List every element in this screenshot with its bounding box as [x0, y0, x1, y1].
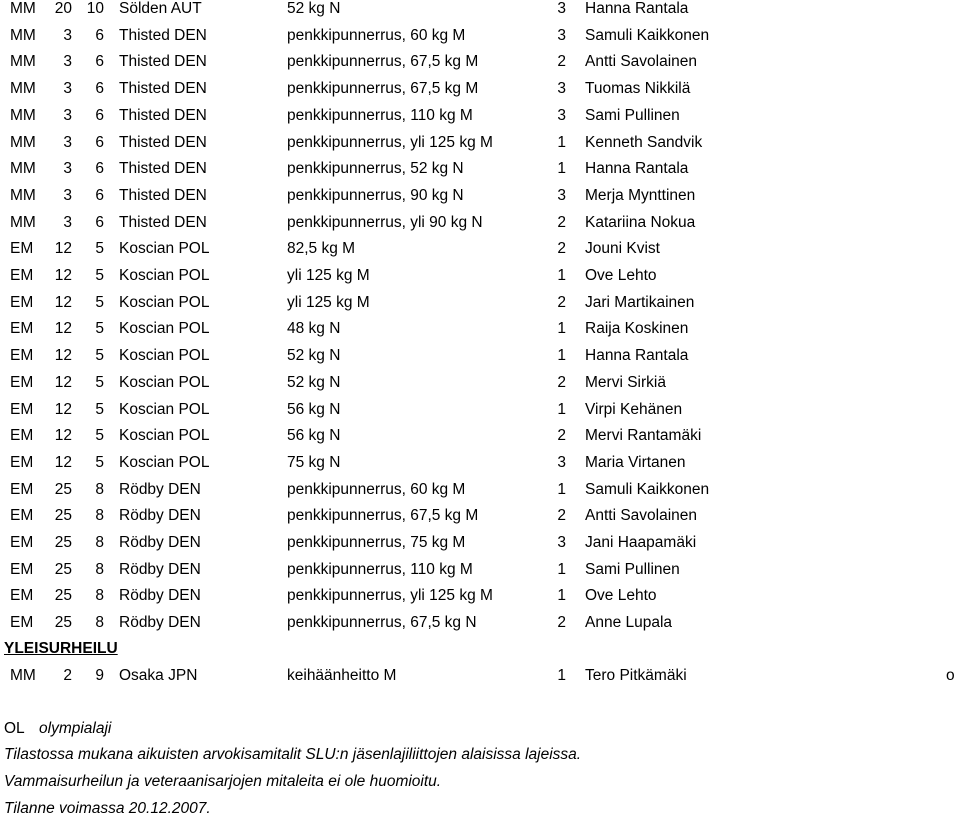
cell-month: 6	[95, 106, 104, 124]
cell-rank: 1	[557, 587, 566, 605]
cell-name: Jani Haapamäki	[585, 534, 697, 551]
cell-name: Maria Virtanen	[585, 453, 686, 471]
cell-place: Sölden AUT	[119, 0, 202, 17]
cell-name: Antti Savolainen	[585, 507, 698, 525]
cell-day: 25	[54, 587, 72, 605]
table-row	[0, 53, 960, 79]
table-row	[0, 561, 960, 587]
cell-rank: 3	[557, 26, 566, 44]
cell-rank: 3	[557, 186, 566, 204]
cell-event: yli 125 kg M	[287, 293, 370, 311]
cell-day: 25	[54, 480, 72, 498]
cell-event: 82,5 kg M	[287, 240, 356, 258]
cell-day: 3	[63, 53, 72, 71]
cell-place: Koscian POL	[119, 373, 210, 391]
legend-abbreviation: OL	[4, 720, 25, 737]
cell-month: 8	[95, 587, 104, 605]
cell-name: Virpi Kehänen	[585, 400, 683, 418]
cell-month: 6	[95, 80, 104, 98]
cell-month: 10	[86, 0, 104, 17]
cell-type: MM	[10, 133, 36, 151]
cell-place: Koscian POL	[119, 453, 210, 471]
cell-rank: 1	[557, 560, 566, 578]
cell-type: EM	[10, 240, 34, 258]
cell-day: 3	[63, 133, 72, 151]
cell-type: MM	[10, 53, 36, 71]
cell-place: Koscian POL	[119, 427, 210, 445]
cell-day: 12	[54, 427, 72, 445]
table-row	[0, 534, 960, 560]
cell-event: penkkipunnerrus, 67,5 kg M	[287, 53, 479, 71]
cell-month: 9	[95, 667, 104, 684]
cell-rank: 2	[557, 240, 566, 258]
cell-month: 5	[95, 347, 104, 365]
cell-rank: 3	[557, 106, 566, 124]
cell-type: EM	[10, 534, 34, 551]
table-row	[0, 80, 960, 106]
cell-name: Tuomas Nikkilä	[585, 80, 691, 98]
cell-type: EM	[10, 480, 34, 498]
cell-rank: 1	[557, 133, 566, 151]
cell-name: Antti Savolainen	[585, 53, 698, 71]
footnote-1: Tilastossa mukana aikuisten arvokisamitalit SLU:n jäsenlajiliittojen alaisissa lajeissa.	[4, 746, 582, 763]
cell-month: 8	[95, 507, 104, 525]
cell-event: 52 kg N	[287, 0, 341, 17]
table-row	[0, 401, 960, 427]
cell-rank: 3	[557, 80, 566, 98]
table-row	[0, 507, 960, 533]
cell-type: EM	[10, 507, 34, 525]
cell-rank: 1	[557, 400, 566, 418]
cell-place: Koscian POL	[119, 293, 210, 311]
cell-day: 25	[54, 560, 72, 578]
cell-type: MM	[10, 213, 36, 231]
cell-month: 5	[95, 267, 104, 284]
section-heading: YLEISURHEILU	[4, 640, 118, 657]
cell-name: Ove Lehto	[585, 267, 657, 284]
legend-description: olympialaji	[39, 720, 112, 737]
cell-name: Hanna Rantala	[585, 160, 689, 178]
cell-rank: 2	[557, 293, 566, 311]
cell-place: Koscian POL	[119, 240, 210, 258]
cell-type: EM	[10, 267, 34, 284]
cell-type: MM	[10, 0, 36, 17]
cell-month: 5	[95, 293, 104, 311]
cell-place: Rödby DEN	[119, 587, 201, 605]
table-row	[0, 294, 960, 320]
table-row	[0, 667, 960, 693]
cell-month: 6	[95, 53, 104, 71]
table-row	[0, 134, 960, 160]
table-row	[0, 0, 960, 26]
cell-type: MM	[10, 80, 36, 98]
cell-rank: 1	[557, 320, 566, 338]
cell-event: penkkipunnerrus, 60 kg M	[287, 480, 466, 498]
cell-name: Ove Lehto	[585, 587, 657, 605]
cell-name: Mervi Sirkiä	[585, 373, 666, 391]
cell-name: Sami Pullinen	[585, 106, 680, 124]
cell-name: Jouni Kvist	[585, 240, 660, 258]
cell-rank: 1	[557, 480, 566, 498]
cell-rank: 3	[557, 0, 566, 17]
cell-name: Raija Koskinen	[585, 320, 689, 338]
cell-place: Thisted DEN	[119, 133, 207, 151]
cell-month: 6	[95, 26, 104, 44]
cell-rank: 1	[557, 347, 566, 365]
cell-month: 5	[95, 240, 104, 258]
table-row	[0, 187, 960, 213]
cell-type: EM	[10, 293, 34, 311]
cell-type: MM	[10, 160, 36, 178]
table-row	[0, 320, 960, 346]
cell-rank: 2	[557, 614, 566, 632]
cell-day: 3	[63, 213, 72, 231]
cell-event: penkkipunnerrus, 75 kg M	[287, 534, 466, 551]
table-row	[0, 107, 960, 133]
cell-type: EM	[10, 453, 34, 471]
cell-place: Rödby DEN	[119, 480, 201, 498]
cell-type: EM	[10, 587, 34, 605]
cell-month: 6	[95, 160, 104, 178]
cell-place: Osaka JPN	[119, 667, 198, 684]
cell-rank: 2	[557, 373, 566, 391]
cell-month: 5	[95, 400, 104, 418]
table-row	[0, 454, 960, 480]
cell-event: penkkipunnerrus, 67,5 kg M	[287, 507, 479, 525]
table-row	[0, 27, 960, 53]
cell-day: 12	[54, 453, 72, 471]
table-row	[0, 374, 960, 400]
cell-event: 48 kg N	[287, 320, 341, 338]
cell-type: EM	[10, 427, 34, 445]
cell-month: 8	[95, 614, 104, 632]
cell-event: penkkipunnerrus, 110 kg M	[287, 560, 473, 578]
cell-rank: 2	[557, 213, 566, 231]
cell-day: 25	[54, 614, 72, 632]
cell-event: penkkipunnerrus, 67,5 kg N	[287, 614, 477, 632]
cell-month: 8	[95, 480, 104, 498]
cell-event: penkkipunnerrus, 52 kg N	[287, 160, 464, 178]
table-row	[0, 347, 960, 373]
cell-event: penkkipunnerrus, yli 90 kg N	[287, 213, 483, 231]
cell-place: Rödby DEN	[119, 507, 201, 525]
cell-name: Anne Lupala	[585, 614, 673, 632]
cell-month: 5	[95, 453, 104, 471]
cell-place: Koscian POL	[119, 400, 210, 418]
cell-place: Thisted DEN	[119, 26, 207, 44]
cell-month: 8	[95, 560, 104, 578]
cell-place: Rödby DEN	[119, 560, 201, 578]
footnote-3: Tilanne voimassa 20.12.2007.	[4, 800, 211, 817]
cell-event: 56 kg N	[287, 427, 341, 445]
cell-rank: 2	[557, 427, 566, 445]
cell-day: 3	[63, 26, 72, 44]
cell-name: Katariina Nokua	[585, 213, 696, 231]
cell-month: 5	[95, 427, 104, 445]
cell-place: Rödby DEN	[119, 614, 201, 632]
footnote-2: Vammaisurheilun ja veteraanisarjojen mitaleita ei ole huomioitu.	[4, 773, 442, 790]
cell-day: 12	[54, 293, 72, 311]
cell-type: MM	[10, 667, 36, 684]
cell-place: Thisted DEN	[119, 213, 207, 231]
cell-event: 52 kg N	[287, 347, 341, 365]
cell-day: 12	[54, 400, 72, 418]
cell-day: 12	[54, 373, 72, 391]
table-row	[0, 481, 960, 507]
cell-event: penkkipunnerrus, yli 125 kg M	[287, 133, 493, 151]
cell-type: MM	[10, 186, 36, 204]
cell-place: Rödby DEN	[119, 534, 201, 551]
cell-day: 3	[63, 186, 72, 204]
cell-month: 6	[95, 133, 104, 151]
cell-type: EM	[10, 560, 34, 578]
cell-event: yli 125 kg M	[287, 267, 370, 284]
cell-event: 52 kg N	[287, 373, 341, 391]
cell-day: 12	[54, 347, 72, 365]
cell-type: EM	[10, 320, 34, 338]
table-row	[0, 214, 960, 240]
table-row	[0, 267, 960, 293]
cell-place: Koscian POL	[119, 347, 210, 365]
cell-name: Tero Pitkämäki	[585, 667, 687, 684]
cell-name: Hanna Rantala	[585, 347, 689, 365]
cell-type: MM	[10, 106, 36, 124]
cell-rank: 3	[557, 534, 566, 551]
cell-day: 12	[54, 240, 72, 258]
cell-rank: 3	[557, 453, 566, 471]
cell-event: 56 kg N	[287, 400, 341, 418]
cell-month: 5	[95, 373, 104, 391]
cell-event: penkkipunnerrus, yli 125 kg M	[287, 587, 493, 605]
cell-type: EM	[10, 373, 34, 391]
cell-name: Hanna Rantala	[585, 0, 689, 17]
cell-name: Sami Pullinen	[585, 560, 680, 578]
cell-name: Merja Mynttinen	[585, 186, 696, 204]
cell-event: penkkipunnerrus, 90 kg N	[287, 186, 464, 204]
cell-event: 75 kg N	[287, 453, 341, 471]
cell-event: penkkipunnerrus, 60 kg M	[287, 26, 466, 44]
cell-month: 8	[95, 534, 104, 551]
cell-type: EM	[10, 400, 34, 418]
cell-type: EM	[10, 614, 34, 632]
cell-month: 5	[95, 320, 104, 338]
table-row	[0, 587, 960, 613]
table-row	[0, 160, 960, 186]
cell-day: 25	[54, 507, 72, 525]
cell-day: 3	[63, 106, 72, 124]
cell-type: EM	[10, 347, 34, 365]
cell-month: 6	[95, 213, 104, 231]
cell-place: Thisted DEN	[119, 160, 207, 178]
cell-day: 3	[63, 80, 72, 98]
cell-place: Thisted DEN	[119, 53, 207, 71]
cell-place: Thisted DEN	[119, 186, 207, 204]
cell-day: 12	[54, 320, 72, 338]
table-row	[0, 427, 960, 453]
table-row	[0, 614, 960, 640]
cell-rank: 1	[557, 160, 566, 178]
cell-name: Kenneth Sandvik	[585, 133, 703, 151]
table-row	[0, 240, 960, 266]
cell-type: MM	[10, 26, 36, 44]
cell-name: Samuli Kaikkonen	[585, 480, 710, 498]
cell-rank: 2	[557, 53, 566, 71]
cell-month: 6	[95, 186, 104, 204]
cell-rank: 1	[557, 667, 566, 684]
cell-day: 3	[63, 160, 72, 178]
cell-place: Thisted DEN	[119, 80, 207, 98]
cell-rank: 2	[557, 507, 566, 525]
cell-place: Koscian POL	[119, 267, 210, 284]
cell-day: 2	[63, 667, 72, 684]
cell-day: 25	[54, 534, 72, 551]
cell-day: 12	[54, 267, 72, 284]
cell-name: Mervi Rantamäki	[585, 427, 702, 445]
cell-event: keihäänheitto M	[287, 667, 397, 684]
cell-mark: o	[946, 667, 955, 684]
cell-place: Thisted DEN	[119, 106, 207, 124]
cell-day: 20	[54, 0, 72, 17]
cell-rank: 1	[557, 267, 566, 284]
cell-place: Koscian POL	[119, 320, 210, 338]
cell-name: Samuli Kaikkonen	[585, 26, 710, 44]
cell-name: Jari Martikainen	[585, 293, 695, 311]
cell-event: penkkipunnerrus, 110 kg M	[287, 106, 473, 124]
cell-event: penkkipunnerrus, 67,5 kg M	[287, 80, 479, 98]
